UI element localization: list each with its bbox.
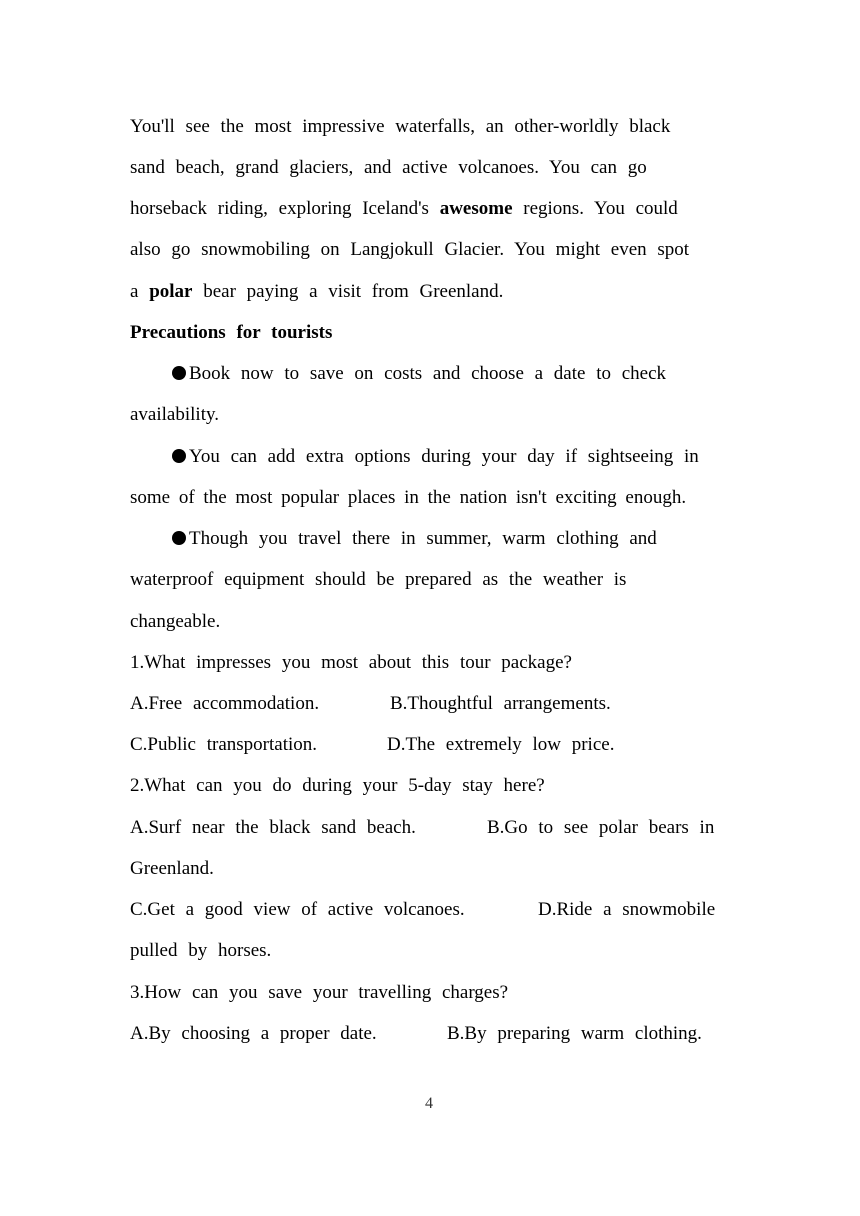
- option-d-continuation: pulled by horses.: [130, 940, 272, 961]
- bullet-icon: [172, 366, 186, 380]
- passage-text: regions. You could: [512, 198, 678, 219]
- option-b: B.By preparing warm clothing.: [447, 1023, 702, 1044]
- passage-line: also go snowmobiling on Langjokull Glacier. You might even spot: [130, 239, 690, 260]
- bullet-icon: [172, 449, 186, 463]
- bullet-text: Though you travel there in summer, warm clothing and: [189, 528, 657, 549]
- bullet-continuation: waterproof equipment should be prepared as the weather is: [130, 569, 627, 590]
- option-d: D.The extremely low price.: [387, 734, 615, 755]
- bullet-icon: [172, 531, 186, 545]
- option-d: D.Ride a snowmobile: [538, 899, 716, 920]
- section-heading-text: Precautions for tourists: [130, 322, 333, 343]
- bullet-text: You can add extra options during your day if sightseeing in: [189, 446, 699, 467]
- bullet-item: [172, 364, 666, 383]
- bullet-continuation: changeable.: [130, 611, 221, 632]
- option-a: A.Free accommodation.: [130, 693, 320, 714]
- bullet-text: Book now to save on costs and choose a date to check: [189, 363, 667, 384]
- option-a: A.By choosing a proper date.: [130, 1023, 377, 1044]
- page-number: 4: [425, 1095, 433, 1112]
- question-stem: 3.How can you save your travelling charges?: [130, 982, 509, 1003]
- passage-text: bear paying a visit from Greenland.: [192, 281, 504, 302]
- bold-word: awesome: [439, 198, 513, 219]
- option-a: A.Surf near the black sand beach.: [130, 817, 416, 838]
- option-c: C.Get a good view of active volcanoes.: [130, 899, 465, 920]
- passage-text: a: [130, 281, 150, 302]
- passage-line: [130, 282, 503, 301]
- passage-text: horseback riding, exploring Iceland's: [130, 198, 440, 219]
- option-b-continuation: Greenland.: [130, 858, 214, 879]
- bullet-continuation: some of the most popular places in the nation isn't exciting enough.: [130, 487, 687, 508]
- option-c: C.Public transportation.: [130, 734, 318, 755]
- passage-line: [130, 199, 678, 218]
- bullet-continuation: availability.: [130, 404, 219, 425]
- bullet-item: [172, 529, 657, 548]
- passage-line: You'll see the most impressive waterfalls, an other-worldly black: [130, 116, 671, 137]
- question-stem: 1.What impresses you most about this tour package?: [130, 652, 572, 673]
- option-b: B.Thoughtful arrangements.: [390, 693, 611, 714]
- bullet-item: [172, 447, 699, 466]
- option-b: B.Go to see polar bears in: [487, 817, 715, 838]
- bold-word: polar: [149, 281, 193, 302]
- passage-line: sand beach, grand glaciers, and active volcanoes. You can go: [130, 157, 647, 178]
- question-stem: 2.What can you do during your 5-day stay here?: [130, 775, 545, 796]
- section-heading: [130, 323, 332, 342]
